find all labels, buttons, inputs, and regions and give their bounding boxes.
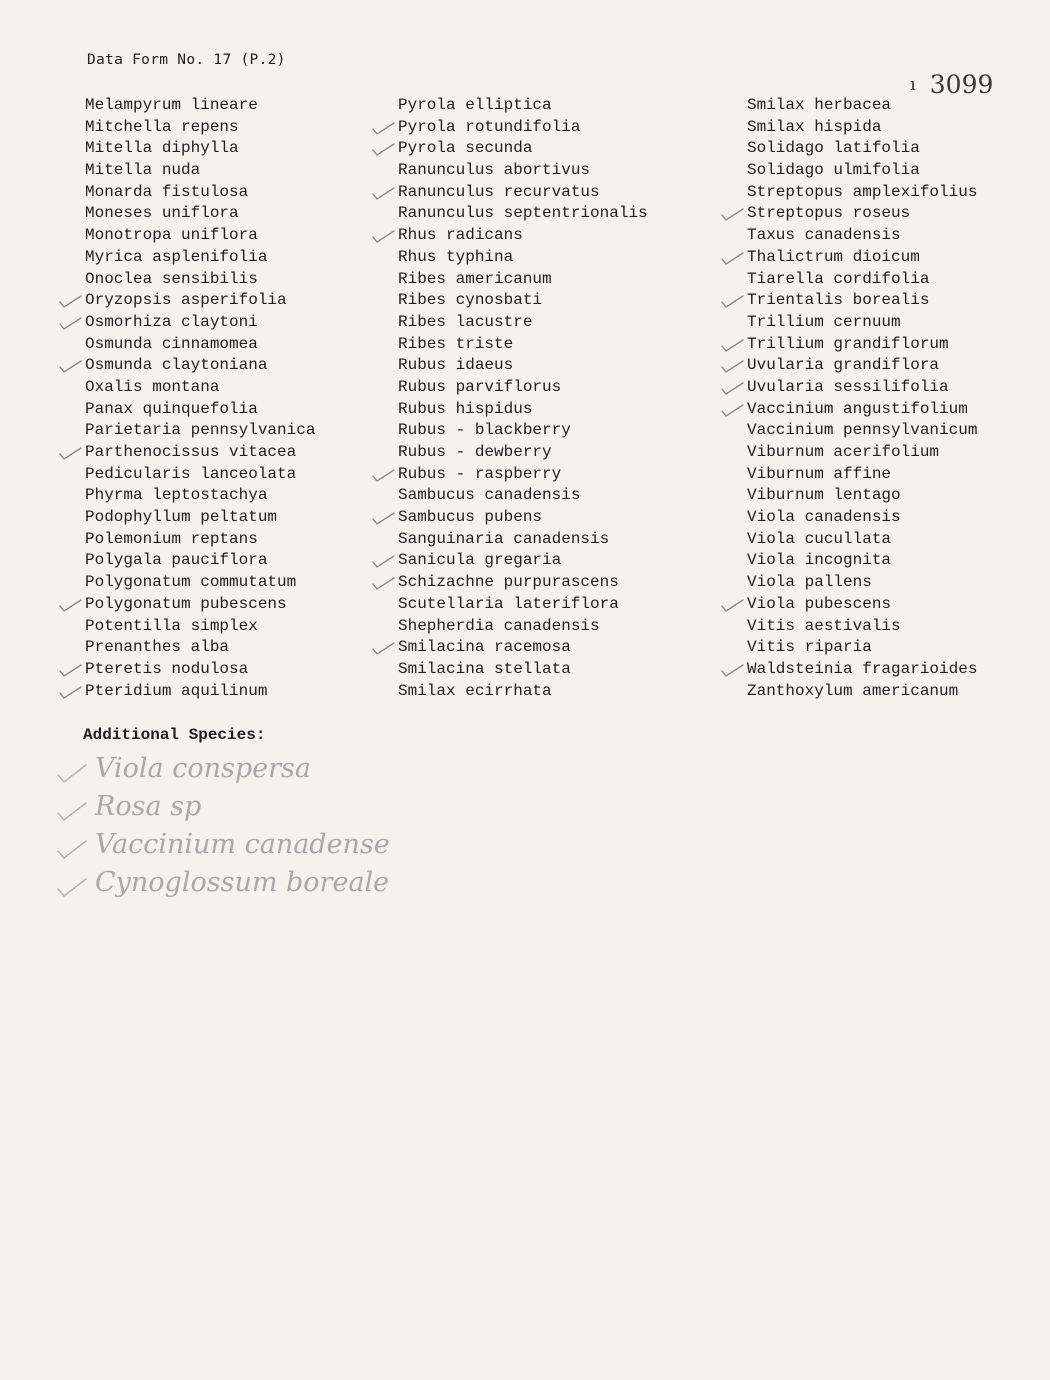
species-name: Shepherdia canadensis bbox=[398, 616, 600, 635]
species-item bbox=[747, 464, 977, 486]
species-name: Mitella nuda bbox=[85, 161, 201, 180]
species-item bbox=[85, 95, 315, 117]
species-item bbox=[85, 334, 315, 356]
species-item bbox=[398, 334, 648, 356]
species-item bbox=[747, 203, 977, 225]
species-item bbox=[85, 485, 315, 507]
species-item bbox=[747, 681, 977, 703]
species-item bbox=[747, 637, 977, 659]
species-name: Pyrola secunda bbox=[398, 139, 533, 158]
check-mark-icon bbox=[370, 182, 396, 203]
species-name: Osmorhiza claytoni bbox=[85, 312, 258, 331]
species-name: Waldsteinia fragarioides bbox=[747, 659, 978, 678]
species-name: Taxus canadensis bbox=[747, 226, 901, 245]
species-item bbox=[85, 507, 315, 529]
species-name: Onoclea sensibilis bbox=[85, 269, 258, 288]
species-item bbox=[398, 312, 648, 334]
species-item bbox=[747, 377, 977, 399]
check-mark-icon bbox=[370, 637, 396, 658]
species-item bbox=[398, 594, 648, 616]
species-item bbox=[85, 464, 315, 486]
species-item bbox=[398, 507, 648, 529]
species-name: Viburnum acerifolium bbox=[747, 443, 940, 461]
species-name: Parthenocissus vitacea bbox=[85, 443, 297, 461]
check-mark-icon bbox=[370, 138, 396, 159]
species-item bbox=[747, 290, 977, 312]
species-name: Rubus hispidus bbox=[398, 399, 533, 418]
check-mark-icon bbox=[370, 572, 396, 593]
species-name: Smilax ecirrhata bbox=[398, 681, 552, 700]
species-column-1 bbox=[85, 95, 315, 702]
species-name: Viola incognita bbox=[747, 551, 892, 570]
species-name: Viola canadensis bbox=[747, 508, 901, 527]
check-mark-icon bbox=[370, 507, 396, 528]
check-mark-icon bbox=[370, 225, 396, 246]
additional-species-title: Additional Species: bbox=[83, 726, 266, 744]
species-name: Polygala pauciflora bbox=[85, 551, 268, 570]
species-name: Pteretis nodulosa bbox=[85, 659, 249, 678]
handwritten-species bbox=[55, 788, 390, 826]
species-name: Rubus - dewberry bbox=[398, 443, 552, 461]
species-name: Polygonatum pubescens bbox=[85, 594, 287, 613]
species-item bbox=[85, 138, 315, 160]
species-name: Ribes americanum bbox=[398, 269, 552, 288]
species-name: Streptopus roseus bbox=[747, 204, 911, 223]
species-name: Parietaria pennsylvanica bbox=[85, 421, 316, 440]
species-name: Panax quinquefolia bbox=[85, 399, 258, 418]
species-item bbox=[85, 182, 315, 204]
species-item bbox=[747, 659, 977, 681]
species-name: Ribes triste bbox=[398, 334, 514, 353]
check-mark-icon bbox=[719, 594, 745, 615]
species-item bbox=[398, 681, 648, 703]
check-mark-icon bbox=[55, 758, 89, 782]
page-tick-mark: ı bbox=[910, 74, 916, 95]
species-name: Monarda fistulosa bbox=[85, 182, 249, 201]
species-item bbox=[85, 355, 315, 377]
species-name: Sambucus canadensis bbox=[398, 486, 581, 505]
check-mark-icon bbox=[55, 872, 89, 896]
species-item bbox=[85, 290, 315, 312]
species-name: Oryzopsis asperifolia bbox=[85, 291, 287, 310]
check-mark-icon bbox=[719, 334, 745, 355]
species-item bbox=[85, 442, 315, 464]
species-name: Osmunda cinnamomea bbox=[85, 334, 258, 353]
check-mark-icon bbox=[57, 355, 83, 376]
species-name: Podophyllum peltatum bbox=[85, 508, 278, 527]
species-item bbox=[85, 572, 315, 594]
handwritten-species bbox=[55, 750, 390, 788]
handwritten-species-name: Vaccinium canadense bbox=[95, 829, 390, 860]
species-column-3 bbox=[747, 95, 977, 702]
species-name: Tiarella cordifolia bbox=[747, 269, 930, 288]
check-mark-icon bbox=[57, 659, 83, 680]
species-name: Ranunculus abortivus bbox=[398, 161, 591, 180]
species-name: Moneses uniflora bbox=[85, 204, 239, 223]
species-name: Sanicula gregaria bbox=[398, 551, 562, 570]
species-item bbox=[85, 594, 315, 616]
species-item bbox=[85, 637, 315, 659]
species-name: Melampyrum lineare bbox=[85, 96, 258, 114]
species-item bbox=[398, 160, 648, 182]
species-name: Rubus parviflorus bbox=[398, 377, 562, 396]
species-item bbox=[747, 355, 977, 377]
species-name: Uvularia grandiflora bbox=[747, 356, 940, 375]
species-name: Rubus idaeus bbox=[398, 356, 514, 375]
species-name: Ribes lacustre bbox=[398, 312, 533, 331]
check-mark-icon bbox=[57, 594, 83, 615]
species-name: Smilacina stellata bbox=[398, 659, 571, 678]
species-item bbox=[85, 377, 315, 399]
species-name: Ranunculus recurvatus bbox=[398, 182, 600, 201]
species-item bbox=[85, 550, 315, 572]
species-name: Solidago latifolia bbox=[747, 139, 920, 158]
species-name: Sambucus pubens bbox=[398, 508, 543, 527]
species-item bbox=[398, 290, 648, 312]
species-name: Trillium grandiflorum bbox=[747, 334, 949, 353]
species-name: Monotropa uniflora bbox=[85, 226, 258, 245]
species-name: Rubus - raspberry bbox=[398, 464, 562, 483]
species-item bbox=[85, 203, 315, 225]
species-item bbox=[85, 117, 315, 139]
species-item bbox=[398, 659, 648, 681]
species-name: Phyrma leptostachya bbox=[85, 486, 268, 505]
species-item bbox=[747, 594, 977, 616]
species-name: Schizachne purpurascens bbox=[398, 573, 619, 592]
species-name: Oxalis montana bbox=[85, 377, 220, 396]
species-item bbox=[747, 138, 977, 160]
species-name: Vaccinium angustifolium bbox=[747, 399, 968, 418]
species-name: Uvularia sessilifolia bbox=[747, 377, 949, 396]
check-mark-icon bbox=[719, 355, 745, 376]
species-item bbox=[747, 550, 977, 572]
species-name: Viburnum lentago bbox=[747, 486, 901, 505]
species-name: Pedicularis lanceolata bbox=[85, 464, 297, 483]
species-item bbox=[398, 377, 648, 399]
species-item bbox=[85, 659, 315, 681]
species-name: Vitis aestivalis bbox=[747, 616, 901, 635]
page-number-value: 3099 bbox=[929, 70, 994, 99]
handwritten-species-name: Cynoglossum boreale bbox=[95, 867, 390, 898]
species-name: Pteridium aquilinum bbox=[85, 681, 268, 700]
check-mark-icon bbox=[719, 399, 745, 420]
check-mark-icon bbox=[57, 681, 83, 702]
species-name: Viola pubescens bbox=[747, 594, 892, 613]
species-item bbox=[747, 572, 977, 594]
species-item bbox=[747, 334, 977, 356]
species-item bbox=[398, 550, 648, 572]
check-mark-icon bbox=[719, 377, 745, 398]
species-item bbox=[398, 182, 648, 204]
species-item bbox=[747, 616, 977, 638]
species-item bbox=[398, 269, 648, 291]
check-mark-icon bbox=[370, 550, 396, 571]
species-item bbox=[85, 420, 315, 442]
species-name: Viola pallens bbox=[747, 573, 872, 592]
check-mark-icon bbox=[57, 290, 83, 311]
species-name: Ranunculus septentrionalis bbox=[398, 204, 648, 223]
species-item bbox=[398, 616, 648, 638]
species-item bbox=[398, 420, 648, 442]
species-name: Mitchella repens bbox=[85, 117, 239, 136]
species-name: Smilax herbacea bbox=[747, 96, 892, 114]
species-name: Smilacina racemosa bbox=[398, 638, 571, 657]
handwritten-species-name: Rosa sp bbox=[95, 791, 202, 822]
species-item bbox=[85, 247, 315, 269]
species-name: Smilax hispida bbox=[747, 117, 882, 136]
species-item bbox=[398, 117, 648, 139]
species-name: Rubus - blackberry bbox=[398, 421, 571, 440]
species-name: Sanguinaria canadensis bbox=[398, 529, 610, 548]
species-name: Viburnum affine bbox=[747, 464, 892, 483]
species-name: Zanthoxylum americanum bbox=[747, 681, 959, 700]
species-item bbox=[398, 464, 648, 486]
species-name: Trientalis borealis bbox=[747, 291, 930, 310]
species-name: Streptopus amplexifolius bbox=[747, 182, 978, 201]
species-item bbox=[85, 681, 315, 703]
species-item bbox=[398, 247, 648, 269]
species-item bbox=[747, 312, 977, 334]
species-name: Mitella diphylla bbox=[85, 139, 239, 158]
species-name: Trillium cernuum bbox=[747, 312, 901, 331]
check-mark-icon bbox=[57, 312, 83, 333]
species-item bbox=[398, 355, 648, 377]
species-item bbox=[85, 225, 315, 247]
species-name: Prenanthes alba bbox=[85, 638, 230, 657]
species-item bbox=[747, 95, 977, 117]
species-name: Pyrola elliptica bbox=[398, 96, 552, 114]
species-item bbox=[398, 572, 648, 594]
species-name: Polemonium reptans bbox=[85, 529, 258, 548]
species-name: Viola cucullata bbox=[747, 529, 892, 548]
check-mark-icon bbox=[719, 247, 745, 268]
species-item bbox=[398, 95, 648, 117]
species-name: Rhus typhina bbox=[398, 247, 514, 266]
species-name: Scutellaria lateriflora bbox=[398, 594, 619, 613]
species-item bbox=[747, 529, 977, 551]
check-mark-icon bbox=[719, 203, 745, 224]
species-name: Vaccinium pennsylvanicum bbox=[747, 421, 978, 440]
species-item bbox=[398, 203, 648, 225]
species-item bbox=[398, 637, 648, 659]
species-name: Thalictrum dioicum bbox=[747, 247, 920, 266]
handwritten-species-name: Viola conspersa bbox=[95, 753, 311, 784]
species-name: Ribes cynosbati bbox=[398, 291, 543, 310]
species-item bbox=[747, 117, 977, 139]
species-item bbox=[398, 529, 648, 551]
check-mark-icon bbox=[370, 464, 396, 485]
additional-species-list bbox=[55, 750, 390, 902]
species-name: Potentilla simplex bbox=[85, 616, 258, 635]
species-column-2 bbox=[398, 95, 648, 702]
handwritten-species bbox=[55, 826, 390, 864]
species-name: Solidago ulmifolia bbox=[747, 161, 920, 180]
species-item bbox=[747, 399, 977, 421]
form-title: Data Form No. 17 (P.2) bbox=[87, 52, 286, 68]
species-name: Rhus radicans bbox=[398, 226, 523, 245]
species-name: Myrica asplenifolia bbox=[85, 247, 268, 266]
species-item bbox=[747, 182, 977, 204]
species-item bbox=[747, 247, 977, 269]
check-mark-icon bbox=[57, 442, 83, 463]
species-item bbox=[398, 225, 648, 247]
check-mark-icon bbox=[719, 290, 745, 311]
species-item bbox=[747, 507, 977, 529]
species-name: Osmunda claytoniana bbox=[85, 356, 268, 375]
check-mark-icon bbox=[370, 117, 396, 138]
species-item bbox=[85, 529, 315, 551]
species-item bbox=[85, 160, 315, 182]
species-item bbox=[398, 399, 648, 421]
species-item bbox=[747, 160, 977, 182]
check-mark-icon bbox=[719, 659, 745, 680]
species-name: Vitis riparia bbox=[747, 638, 872, 657]
species-item bbox=[747, 485, 977, 507]
species-item bbox=[398, 485, 648, 507]
species-item bbox=[85, 312, 315, 334]
species-item bbox=[398, 138, 648, 160]
handwritten-species bbox=[55, 864, 390, 902]
species-item bbox=[747, 269, 977, 291]
species-item bbox=[747, 420, 977, 442]
species-item bbox=[85, 399, 315, 421]
species-item bbox=[398, 442, 648, 464]
species-name: Pyrola rotundifolia bbox=[398, 117, 581, 136]
check-mark-icon bbox=[55, 796, 89, 820]
species-item bbox=[85, 269, 315, 291]
check-mark-icon bbox=[55, 834, 89, 858]
species-item bbox=[747, 225, 977, 247]
species-item bbox=[85, 616, 315, 638]
species-item bbox=[747, 442, 977, 464]
species-name: Polygonatum commutatum bbox=[85, 573, 297, 592]
